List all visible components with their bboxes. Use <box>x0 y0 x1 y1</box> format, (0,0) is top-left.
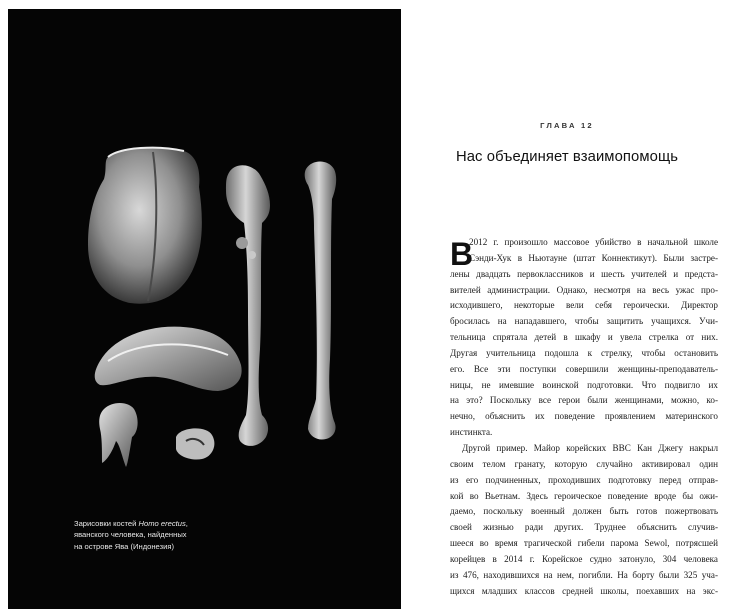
figure-caption <box>74 518 244 552</box>
text-line: его. Все эти поступки совершили женщины-преподаватель- <box>450 363 718 374</box>
text-line: тельница спрятала детей в шкафу и увела стрелка от них. <box>450 332 718 343</box>
caption-text: Зарисовки костей <box>74 519 139 528</box>
text-line: даемо, поскольку военный должен быть готов пожертвовать <box>450 506 718 517</box>
text-line: из его подчиненных, проходивших подготовку перед отправ- <box>450 474 718 485</box>
text-line: шееся во время трагической гибели парома Sewol, потрясшей <box>450 538 718 549</box>
text-line: из 476, находившихся на нем, погибли. На борту были 325 уча- <box>450 569 718 580</box>
text-line: исходившего, некоторые вели себя героически. Директор <box>450 300 718 311</box>
text-line: своим телом гранату, которую случайно активировал один <box>450 458 718 469</box>
text-line: Другой пример. Майор корейских ВВС Кан Джегу накрыл <box>462 442 718 453</box>
text-line: бросилась на нападавшего, чтобы защитить учащихся. Учи- <box>450 316 718 327</box>
caption-line-2: яванского человека, найденных <box>74 530 187 540</box>
text-line: кой во Вьетнам. Здесь героическое поведение вроде бы ожи- <box>450 490 718 501</box>
text-line: Сэнди-Хук в Ньютауне (штат Коннектикут). Были застре- <box>469 252 718 263</box>
text-line: ницы, не имевшие воинской подготовки. Что подвигло их <box>450 379 718 390</box>
figure-page <box>8 9 401 609</box>
tooth-bone <box>99 403 137 467</box>
text-line: щихся младших классов средней школы, поехавших на экс- <box>450 585 718 596</box>
dropcap: В <box>450 236 474 272</box>
caption-species: Homo erectus <box>138 519 186 528</box>
caption-line-3: на острове Ява (Индонезия) <box>74 541 174 551</box>
femur-bone-1 <box>226 165 270 446</box>
caption-comma: , <box>185 519 188 528</box>
text-line: инстинкта. <box>450 427 493 438</box>
skull-cap-bone <box>88 148 202 304</box>
text-line: на это? Поскольку все герои были женщинами, можно, ко- <box>450 395 718 406</box>
femur-bone-2 <box>305 162 336 440</box>
text-page <box>402 9 732 609</box>
text-line: лены двадцать первоклассников и шесть учителей и предста- <box>450 268 718 279</box>
chapter-label: ГЛАВА 12 <box>540 121 594 130</box>
text-line: корейцев в 2014 г. Корейское судно затонуло, 304 человека <box>450 553 718 564</box>
text-line: Другая учительница подошла к стрелку, чтобы остановить <box>450 347 718 358</box>
text-line: вителей администрации. Однако, несмотря на весь ужас про- <box>450 284 718 295</box>
text-line: своей жизнью ради других. Труднее объяснить случив- <box>450 522 718 533</box>
jaw-bone <box>95 327 242 391</box>
text-line: 2012 г. произошло массовое убийство в начальной школе <box>469 237 718 247</box>
text-line: нечно, объяснить их поведение проявлением материнского <box>450 411 718 422</box>
chapter-title: Нас объединяет взаимопомощь <box>455 149 679 165</box>
tooth-crown-bone <box>176 428 214 459</box>
body-text <box>450 235 718 599</box>
